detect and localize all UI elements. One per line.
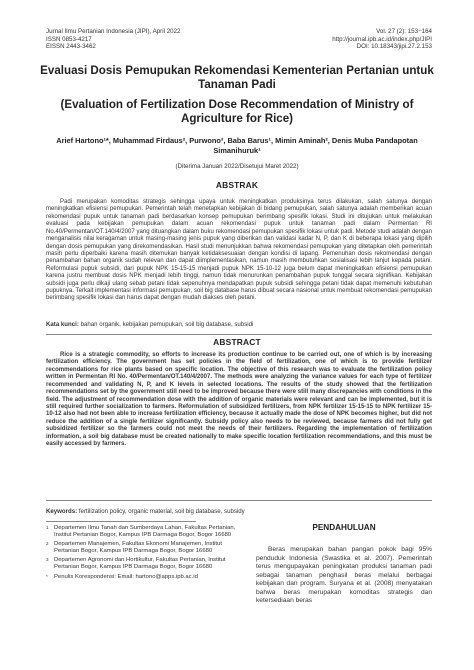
kata-kunci-label: Kata kunci: <box>46 321 79 328</box>
footnote-mark: 1 <box>46 525 49 530</box>
abstract-body: Rice is a strategic commodity, so efforts to increase its production continue to be carried out, one of which is by increasing fertilization efficiency. The government has set policies in the field of fertilization, one of which is to provide fertilizer recommendations for rice plants based on specific location. The objective of this research was to evaluate the fertilization policy written in Permentan RI No. 40/Permentan/OT.140/4/2007. The methods were analyzing the variance values for each type of fertilizer recommended and validating N, P, and K levels in selected locations. The results of the study showed that the fertilization recommendations set by the government still need to be improved because there were still many discrepancies with conditions in the field. The adjustment of recommendation dose with the addition of organic materials were relevant and can be implemented, but it is still required further socialization to farmers. Reformulation of subsidized fertilizers, from NPK fertilizer 15-15-15 to NPK fertilizer 15-10-12 also had not been able to increase fertilization efficiency, because it actually made the dose of NPK becomes higher, but did not reduce the addition of a single fertilizer significantly. Subsidy policy also needs to be reviewed, because farmers did not fully get subsidized fertilizer so the farmers could not meet the needs of their fertilizers. Regarding the implementation of fertilization information, a soil big database must be created nationally to make specific location fertilization recommendations, and this must be easily accessed by farmers. <box>46 352 432 448</box>
footnote-text: Departemen Ilmu Tanah dan Sumberdaya Lahan, Fakultas Pertanian, Institut Pertanian Bogor, Kampus IPB Darmaga Bogor, Bogor 16680 <box>54 525 236 539</box>
footnote-mark: * <box>46 573 48 579</box>
divider <box>46 500 432 501</box>
footnote-mark: 2 <box>46 541 49 547</box>
abstrak-body: Padi merupakan komoditas strategis sehingga upaya untuk meningkatkan produksinya terus dilakukan, salah satunya dengan meningkatkan efisiensi pemupukan. Pemerintah telah menetapkan kebijakan di bidang pemupukan, salah satunya adalah memberikan acuan rekomendasi pupuk untuk tanaman padi berdasarkan konsep pemupukan berimbang spesifik lokasi. Studi ini ditujukan untuk melakukan evaluasi pada kebijakan pemupukan dalam acuan rekomendasi pupuk untuk tanaman padi dalam Permentan RI No.40/Permentan/OT.140/4/2007 yang dituangkan dalam buku rekomendasi pemupukan spesifik lokasi untuk padi. Metode studi adalah dengan menganalisis nilai keragaman untuk masing-masing jenis pupuk yang diberikan dan validasi kadar N, P, dan K di beberapa lokasi yang dipilih dengan dosis pemupukan yang direkomendasikan. Hasil studi menunjukkan bahwa rekomendasi pemupukan yang ditetapkan oleh pemerintah masih perlu diperbaiki karena masih ditemukan banyak ketidaksesuaian dengan kondisi di lapang. Pemenuhan dosis rekomendasi dengan penambahan bahan organik sudah relevan dan dapat diimplementasikan, namun masih membutuhkan sosialisasi lebih lanjut kepada petani. Reformulasi pupuk subsidi, dari pupuk NPK 15-15-15 menjadi pupuk NPK 15-10-12 juga belum dapat meningkatkan efisiensi pemupukan karena justru membuat dosis NPK menjadi lebih tinggi, namun tidak menurunkan penambahan pupuk tunggal secara signifikan. Kebijakan subsidi juga perlu dikaji ulang sebab petani tidak sepenuhnya mendapatkan pupuk subsidi sehingga petani tidak dapat memenuhi kebutuhan pupuknya. Terkait implementasi informasi pemupukan, soil big database harus dibuat secara nasional untuk membuat rekomendasi pemupukan berimbang spesifik lokasi dan harus dapat dengan mudah diakses oleh petani. <box>46 199 432 302</box>
footnote-text: Penulis Korespondensi: Email: hartono@apps.ipb.ac.id <box>54 573 198 580</box>
footnote <box>46 557 246 571</box>
abstrak-heading: ABSTRAK <box>215 180 259 190</box>
keywords <box>46 508 432 515</box>
issn: ISSN 0853-4217 <box>46 35 92 43</box>
author-affiliations <box>46 521 246 583</box>
footnote <box>46 525 246 539</box>
volume-pages: Vol. 27 (2): 153−164 <box>376 28 432 35</box>
journal-name: Jurnal Ilmu Pertanian Indonesia (JIPI), April 2022 <box>46 28 181 35</box>
author-list: Arief Hartono¹*, Muhammad Firdaus², Purwono³, Baba Barus¹, Mimin Aminah², Denis Muba Pandapotan Simanihuruk¹ <box>56 136 418 155</box>
doi[interactable]: DOI: 10.18343/jipi.27.2.153 <box>356 43 432 51</box>
kata-kunci-text: bahan organik, kebijakan pemupukan, soil big database, subsidi <box>80 321 254 328</box>
keywords-text: fertilization policy, organic material, soil big database, subsidy <box>78 508 245 515</box>
pendahuluan-body: Beras merupakan bahan pangan pokok bagi 95% penduduk Indonesia (Swastika et al. 2007). Pemerintah terus mengupayakan peningkatan produksi tanaman padi sebagai tanaman penghasil beras melalui berbagai kebijakan dan program. Suryana et al. (2008) menyatakan bahwa beras merupakan komoditas strategis dan ketersediaan beras <box>256 546 432 604</box>
kata-kunci <box>46 321 432 328</box>
title-english: (Evaluation of Fertilization Dose Recommendation of Ministry of Agriculture for Rice) <box>60 98 414 125</box>
keywords-label: Keywords: <box>46 508 78 515</box>
eissn: EISSN 2443-3462 <box>46 43 96 51</box>
footnote <box>46 541 246 555</box>
divider <box>46 334 432 335</box>
footnote <box>46 574 246 581</box>
title-indonesian: Evaluasi Dosis Pemupukan Rekomendasi Kementerian Pertanian untuk Tanaman Padi <box>40 64 434 91</box>
pendahuluan-heading: PENDAHULUAN <box>312 523 376 532</box>
received-dates: (Diterima Januari 2022/Disetujui Maret 2022) <box>175 163 299 170</box>
journal-header-left <box>46 28 180 51</box>
footnote-text: Departemen Agronomi dan Hortikultur, Fakultas Pertanian, Institut Pertanian Bogor, Kampus IPB Darmaga Bogor, Bogor 16680 <box>54 557 226 571</box>
footnote-mark: 3 <box>46 557 49 563</box>
journal-url[interactable]: http://journal.ipb.ac.id/index.php/JIPI <box>332 35 432 43</box>
footnote-rule <box>46 521 196 522</box>
footnote-text: Departemen Manajemen, Fakultas Ekonomi Manajemen, Institut Pertanian Bogor, Kampus IPB Darmaga Bogor, Bogor 16680 <box>54 541 222 555</box>
journal-header-right <box>332 28 432 51</box>
pendahuluan-section <box>256 522 432 606</box>
abstract-heading: ABSTRACT <box>213 337 261 347</box>
